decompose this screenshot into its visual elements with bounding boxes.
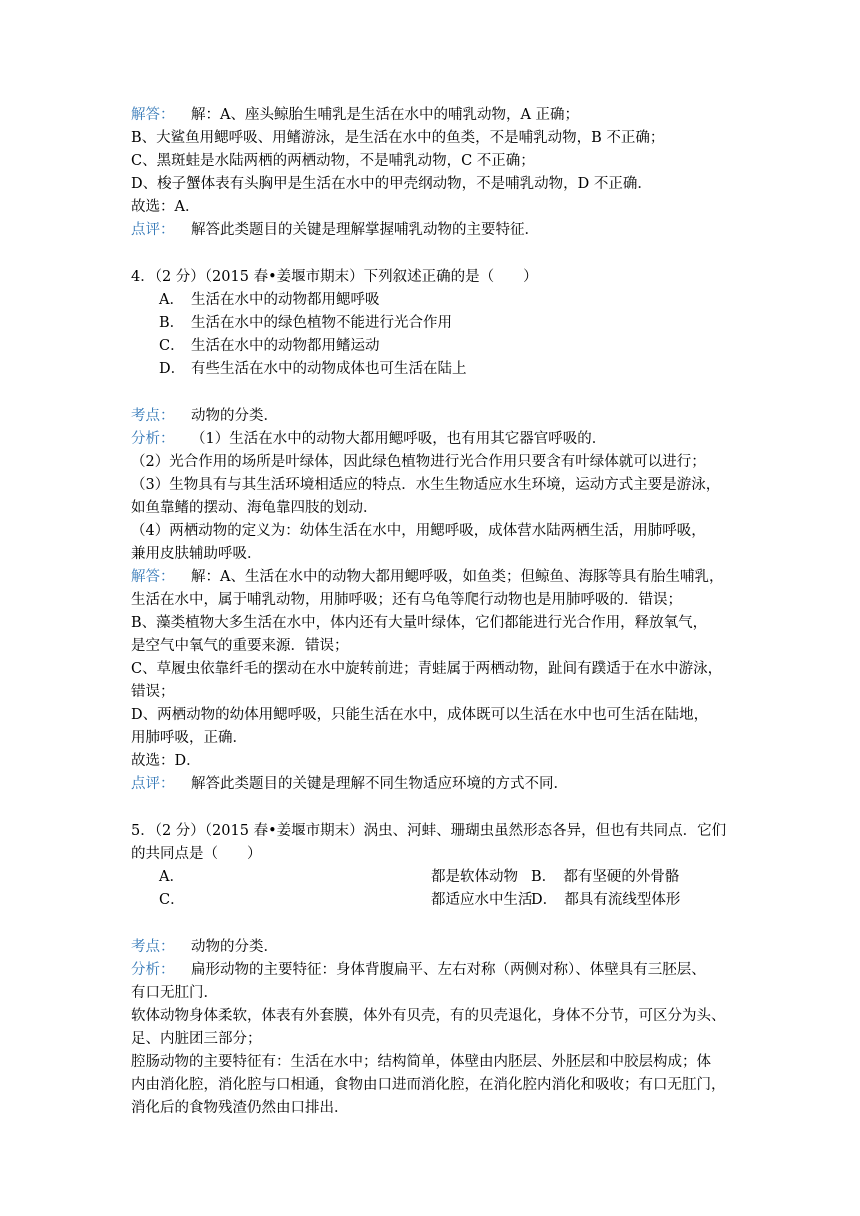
option-letter: A． xyxy=(159,869,184,885)
answer-line: D、梭子蟹体表有头胸甲是生活在水中的甲壳纲动物，不是哺乳动物，D 不正确． xyxy=(131,176,652,192)
answer-line xyxy=(131,566,731,589)
answer-line: 生活在水中，属于哺乳动物，用肺呼吸；还有乌龟等爬行动物也是用肺呼吸的．错误； xyxy=(131,592,682,608)
analysis-line: 消化后的食物残渣仍然由口排出． xyxy=(131,1100,349,1116)
question-4-stem: 4．（2 分）（2015 春•姜堰市期末）下列叙述正确的是（ ） xyxy=(131,269,538,285)
analysis-line: （2）光合作用的场所是叶绿体，因此绿色植物进行光合作用只要含有叶绿体就可以进行； xyxy=(131,454,706,470)
option-text: B． 都有坚硬的外骨骼 xyxy=(531,869,680,885)
answer-label: 解答： xyxy=(131,569,175,585)
option-letter: A． xyxy=(159,292,184,308)
analysis-line xyxy=(131,428,731,451)
comment-text: 解答此类题目的关键是理解掌握哺乳动物的主要特征． xyxy=(191,222,539,238)
answer-choice: 故选：D． xyxy=(131,753,201,769)
answer-text: 解：A、生活在水中的动物大都用鳃呼吸，如鱼类；但鲸鱼、海豚等具有胎生哺乳， xyxy=(191,569,724,585)
analysis-text: 扁形动物的主要特征：身体背腹扁平、左右对称（两侧对称）、体壁具有三胚层、 xyxy=(191,962,706,978)
analysis-line: 软体动物身体柔软，体表有外套膜，体外有贝壳，有的贝壳退化，身体不分节，可区分为头、 xyxy=(131,1008,726,1024)
question-4-option-d xyxy=(131,358,731,381)
answer-line: D、两栖动物的幼体用鳃呼吸，只能生活在水中，成体既可以生活在水中也可生活在陆地， xyxy=(131,707,709,723)
document-page xyxy=(131,104,731,1120)
question-4-option-c xyxy=(131,335,731,358)
topic-text: 动物的分类． xyxy=(191,408,278,424)
answer-line: B、藻类植物大多生活在水中，体内还有大量叶绿体，它们都能进行光合作用，释放氧气， xyxy=(131,615,708,631)
question-4-option-b xyxy=(131,312,731,335)
comment-text: 解答此类题目的关键是理解不同生物适应环境的方式不同． xyxy=(191,776,568,792)
question-5-stem: 5．（2 分）（2015 春•姜堰市期末）涡虫、河蚌、珊瑚虫虽然形态各异，但也有共同点．它们 xyxy=(131,823,727,839)
analysis-line: 足、内脏团三部分； xyxy=(131,1031,262,1047)
option-text: D． 都具有流线型体形 xyxy=(531,892,681,908)
analysis-line: 兼用皮肤辅助呼吸． xyxy=(131,546,262,562)
option-text: 都是软体动物 xyxy=(431,869,518,885)
comment-line xyxy=(131,773,731,796)
answer-line: C、黑斑蛙是水陆两栖的两栖动物，不是哺乳动物，C 不正确； xyxy=(131,153,535,169)
question-5-options-row-1 xyxy=(131,866,731,889)
topic-text: 动物的分类． xyxy=(191,939,278,955)
analysis-line: 内由消化腔，消化腔与口相通，食物由口进而消化腔，在消化腔内消化和吸收；有口无肛门， xyxy=(131,1077,726,1093)
option-letter: B． xyxy=(159,315,185,331)
option-text: 生活在水中的绿色植物不能进行光合作用 xyxy=(191,315,452,331)
answer-text: 解：A、座头鲸胎生哺乳是生活在水中的哺乳动物，A 正确； xyxy=(191,107,580,123)
answer-line xyxy=(131,104,731,127)
analysis-line: （4）两栖动物的定义为：幼体生活在水中，用鳃呼吸，成体营水陆两栖生活，用肺呼吸， xyxy=(131,523,706,539)
comment-label: 点评： xyxy=(131,776,175,792)
question-5-options-row-2 xyxy=(131,889,731,912)
question-5-stem: 的共同点是（ ） xyxy=(131,846,262,862)
topic-label: 考点： xyxy=(131,408,175,424)
comment-line xyxy=(131,219,731,242)
analysis-line: 如鱼靠鳍的摆动、海龟靠四肢的划动． xyxy=(131,500,378,516)
option-text: 生活在水中的动物都用鳍运动 xyxy=(191,338,380,354)
answer-line: B、大鲨鱼用鳃呼吸、用鳍游泳，是生活在水中的鱼类，不是哺乳动物，B 不正确； xyxy=(131,130,665,146)
answer-line: C、草履虫依靠纤毛的摆动在水中旋转前进；青蛙属于两栖动物，趾间有蹼适于在水中游泳， xyxy=(131,661,723,677)
answer-line: 是空气中氧气的重要来源．错误； xyxy=(131,638,349,654)
answer-line: 错误； xyxy=(131,684,175,700)
option-letter: C． xyxy=(159,338,185,354)
topic-label: 考点： xyxy=(131,939,175,955)
analysis-line: 有口无肛门． xyxy=(131,985,218,1001)
analysis-label: 分析： xyxy=(131,962,175,978)
analysis-line: 腔肠动物的主要特征有：生活在水中；结构简单，体壁由内胚层、外胚层和中胶层构成；体 xyxy=(131,1054,711,1070)
answer-label: 解答： xyxy=(131,107,175,123)
option-letter: C． xyxy=(159,892,185,908)
analysis-line xyxy=(131,959,731,982)
question-4-option-a xyxy=(131,289,731,312)
answer-choice: 故选：A． xyxy=(131,199,200,215)
comment-label: 点评： xyxy=(131,222,175,238)
analysis-line: （3）生物具有与其生活环境相适应的特点．水生生物适应水生环境，运动方式主要是游泳， xyxy=(131,477,721,493)
option-text: 有些生活在水中的动物成体也可生活在陆上 xyxy=(191,361,467,377)
option-text: 都适应水中生活 xyxy=(431,892,533,908)
analysis-text: （1）生活在水中的动物大都用鳃呼吸，也有用其它器官呼吸的． xyxy=(191,431,607,447)
topic-line xyxy=(131,405,731,428)
option-letter: D． xyxy=(159,361,186,377)
analysis-label: 分析： xyxy=(131,431,175,447)
option-text: 生活在水中的动物都用鳃呼吸 xyxy=(191,292,380,308)
topic-line xyxy=(131,936,731,959)
answer-line: 用肺呼吸，正确． xyxy=(131,730,247,746)
